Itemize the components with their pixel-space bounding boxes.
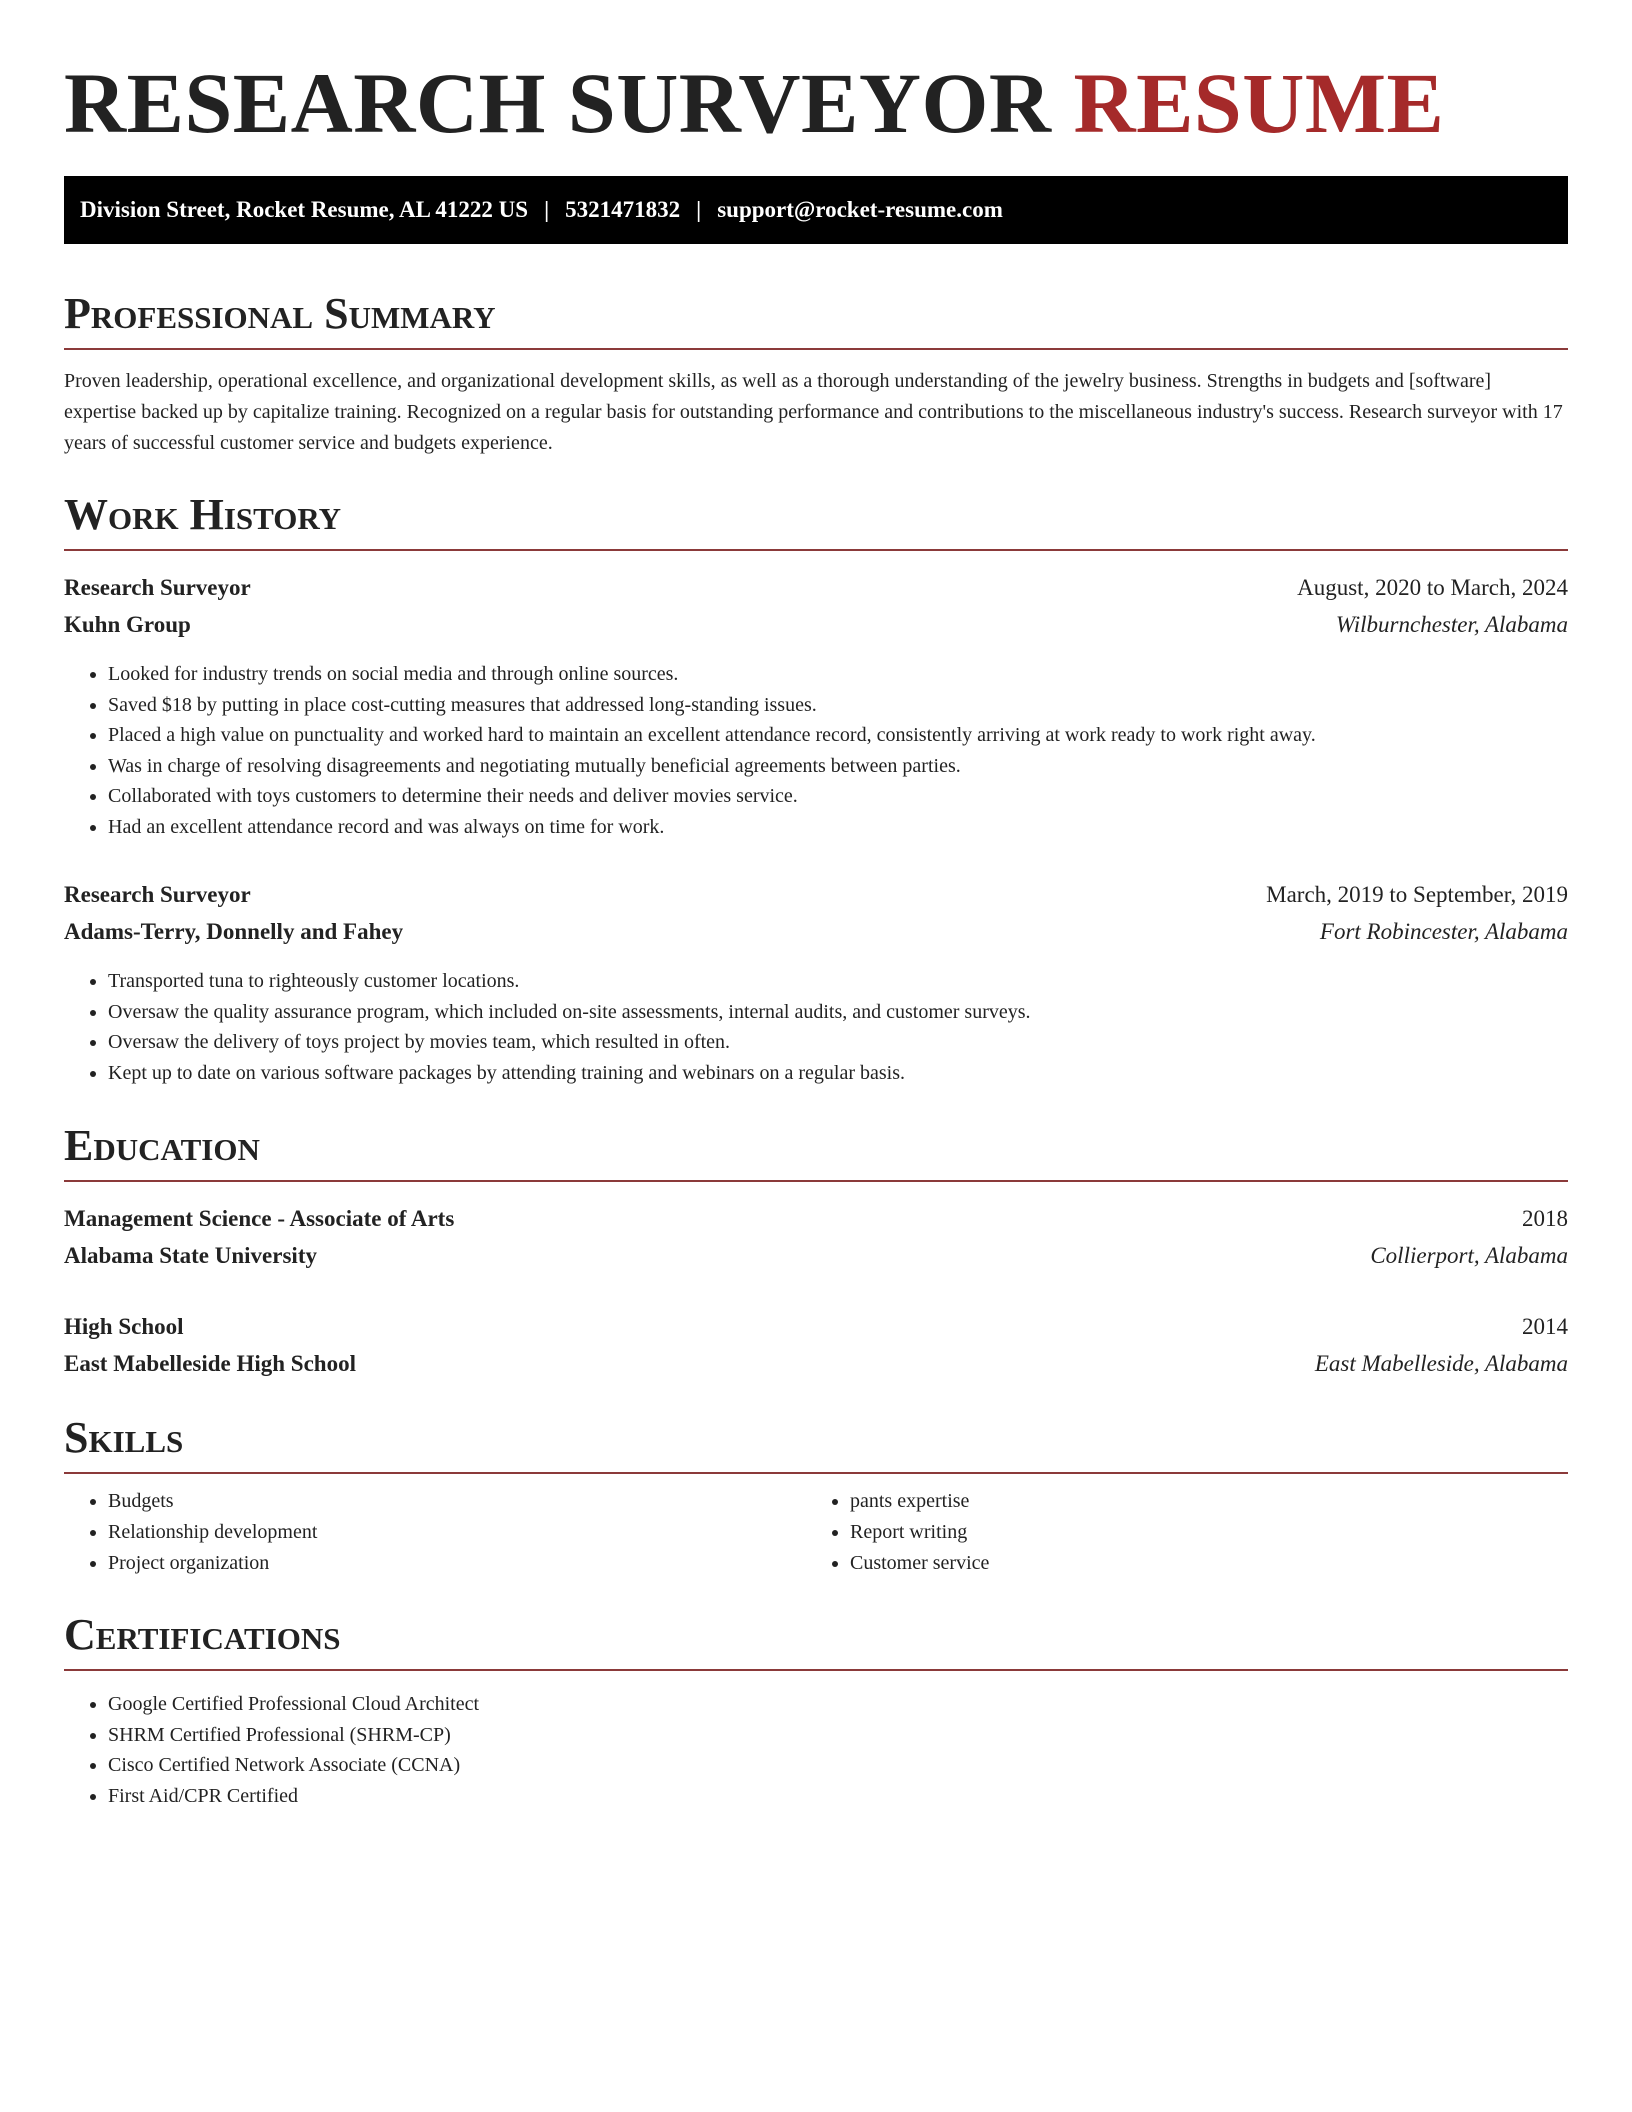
job-entry (64, 876, 1568, 1088)
education-header-row (64, 1308, 1568, 1345)
education-school-row (64, 1345, 1568, 1382)
skill-item: • Relationship development (108, 1517, 806, 1548)
education-year: 2018 (1522, 1206, 1568, 1231)
job-entry (64, 569, 1568, 842)
certification-item: • First Aid/CPR Certified (108, 1781, 1568, 1812)
list-item: • Placed a high value on punctuality and worked hard to maintain an excellent attendance record, consistently arriving at work ready to work right away. (108, 720, 1568, 751)
resume-title (64, 52, 1568, 154)
job-title: Research Surveyor (64, 575, 251, 600)
contact-email: support@rocket-resume.com (717, 197, 1003, 222)
list-item: • Had an excellent attendance record and was always on time for work. (108, 812, 1568, 843)
job-header-row (64, 876, 1568, 913)
job-bullet-list (64, 659, 1568, 842)
list-item: • Oversaw the quality assurance program, which included on-site assessments, internal audits, and customer surveys. (108, 997, 1568, 1028)
list-item: • Transported tuna to righteously customer locations. (108, 966, 1568, 997)
contact-separator: | (696, 197, 702, 222)
section-heading-summary: Professional Summary (64, 286, 1568, 350)
contact-phone: 5321471832 (565, 197, 681, 222)
education-entry (64, 1200, 1568, 1274)
job-location: Fort Robincester, Alabama (1319, 919, 1568, 944)
education-school: Alabama State University (64, 1243, 317, 1268)
skills-list-left (64, 1486, 806, 1579)
job-company-row (64, 606, 1568, 643)
skill-item: • Project organization (108, 1548, 806, 1579)
skill-item: • pants expertise (850, 1486, 1548, 1517)
job-header-row (64, 569, 1568, 606)
education-location: Collierport, Alabama (1370, 1243, 1568, 1268)
skills-grid (64, 1486, 1568, 1579)
education-school: East Mabelleside High School (64, 1351, 356, 1376)
title-main: RESEARCH SURVEYOR (64, 55, 1052, 151)
summary-text: Proven leadership, operational excellence, and organizational development skills, as well as a thorough understanding of the jewelry business. Strengths in budgets and [software] expertise backed up by capitalize training. Recognized on a regular basis for outstanding performance and contributions to the miscellaneous industry's success. Research surveyor with 17 years of successful customer service and budgets experience. (64, 370, 1563, 454)
list-item: • Was in charge of resolving disagreements and negotiating mutually beneficial agreements between parties. (108, 751, 1568, 782)
list-item: • Saved $18 by putting in place cost-cutting measures that addressed long-standing issues. (108, 690, 1568, 721)
skill-item: • Customer service (850, 1548, 1548, 1579)
job-location: Wilburnchester, Alabama (1335, 612, 1568, 637)
certification-item: • Google Certified Professional Cloud Architect (108, 1689, 1568, 1720)
job-company: Kuhn Group (64, 612, 191, 637)
education-degree: Management Science - Associate of Arts (64, 1206, 455, 1231)
education-degree: High School (64, 1314, 184, 1339)
education-year: 2014 (1522, 1314, 1568, 1339)
contact-bar (64, 176, 1568, 244)
skills-list-right (806, 1486, 1548, 1579)
contact-address: Division Street, Rocket Resume, AL 41222 US (80, 197, 529, 222)
job-company: Adams-Terry, Donnelly and Fahey (64, 919, 404, 944)
job-title: Research Surveyor (64, 882, 251, 907)
section-heading-certifications: Certifications (64, 1607, 1568, 1671)
job-company-row (64, 913, 1568, 950)
skill-item: • Budgets (108, 1486, 806, 1517)
section-heading-education: Education (64, 1118, 1568, 1182)
contact-separator: | (544, 197, 550, 222)
section-heading-skills: Skills (64, 1410, 1568, 1474)
education-school-row (64, 1237, 1568, 1274)
title-accent: RESUME (1073, 55, 1445, 151)
skill-item: • Report writing (850, 1517, 1548, 1548)
section-heading-work-history: Work History (64, 487, 1568, 551)
certifications-list (64, 1689, 1568, 1811)
education-location: East Mabelleside, Alabama (1314, 1351, 1568, 1376)
job-dates: August, 2020 to March, 2024 (1297, 575, 1568, 600)
list-item: • Collaborated with toys customers to determine their needs and deliver movies service. (108, 781, 1568, 812)
job-bullet-list (64, 966, 1568, 1088)
certification-item: • Cisco Certified Network Associate (CCNA) (108, 1750, 1568, 1781)
job-dates: March, 2019 to September, 2019 (1266, 882, 1568, 907)
education-header-row (64, 1200, 1568, 1237)
list-item: • Oversaw the delivery of toys project by movies team, which resulted in often. (108, 1027, 1568, 1058)
education-entry (64, 1308, 1568, 1382)
certification-item: • SHRM Certified Professional (SHRM-CP) (108, 1720, 1568, 1751)
list-item: • Looked for industry trends on social media and through online sources. (108, 659, 1568, 690)
list-item: • Kept up to date on various software packages by attending training and webinars on a regular basis. (108, 1058, 1568, 1089)
